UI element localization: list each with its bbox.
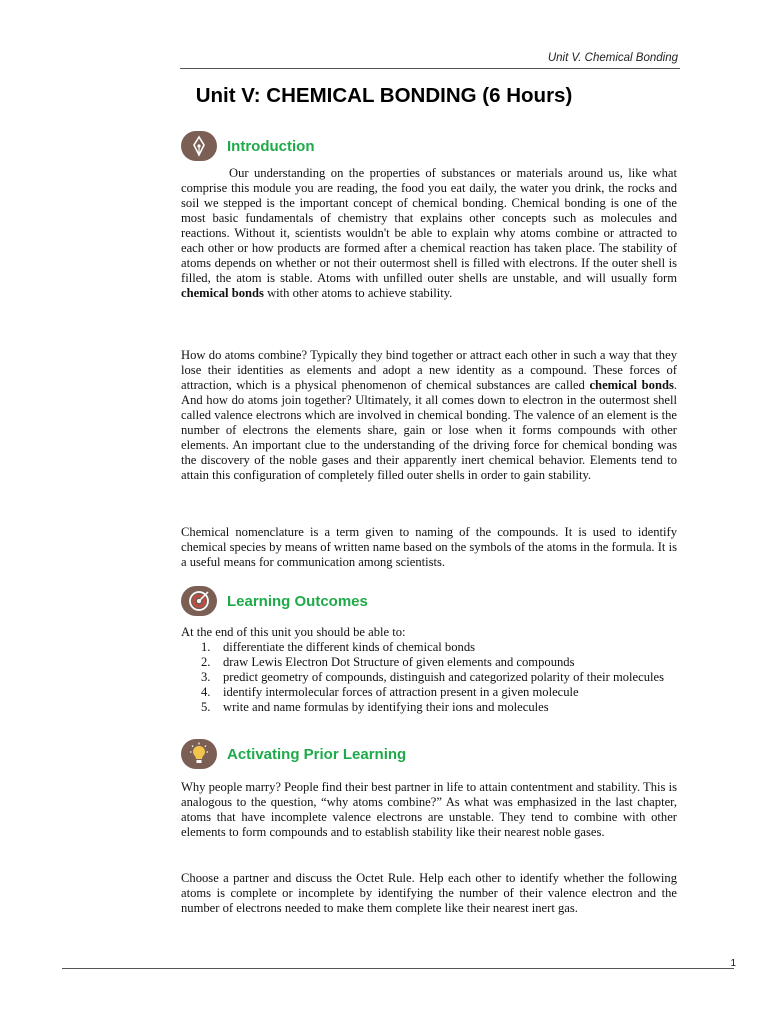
section-title: Activating Prior Learning [227, 745, 407, 763]
prior-paragraph-2: Choose a partner and discuss the Octet Rule. Help each other to identify whether the following atoms is complete or incomplete by identifying the number of their valence electron and the number of electrons needed to make them complete like their nearest inert gas. [181, 871, 677, 915]
page-title: Unit V: CHEMICAL BONDING (6 Hours) [195, 84, 573, 107]
section-title: Introduction [227, 137, 315, 155]
intro-paragraph-1: Our understanding on the properties of substances or materials around us, like what comprise this module you are reading, the food you eat daily, the water you drink, the rocks and soil we stepped is the important concept of chemical bonding. Chemical bonding is one of the most basic fundamentals of chemistry that explains other concepts such as molecules and reactions. Without it, scientists wouldn't be able to explain why atoms combine or attracted to each other or how products are formed after a chemical reaction has taken place. The stability of atoms depends on whether or not their outermost shell is filled with electrons. If the outer shell is filled, the atom is stable. Atoms with unfilled outer shells are unstable, and will usually form chemical bonds with other atoms to achieve stability. [181, 166, 677, 300]
target-icon [181, 586, 217, 616]
header-rule [180, 68, 680, 69]
bold-term: chemical bonds [589, 378, 674, 392]
list-item: 2. draw Lewis Electron Dot Structure of given elements and compounds [201, 655, 575, 669]
section-prior-heading [181, 739, 406, 769]
section-introduction-heading [181, 131, 314, 161]
running-header: Unit V. Chemical Bonding [547, 52, 678, 64]
outcomes-lead: At the end of this unit you should be able to: [181, 625, 406, 639]
list-item: 1. differentiate the different kinds of chemical bonds [201, 640, 476, 654]
section-outcomes-heading [181, 586, 368, 616]
section-title: Learning Outcomes [227, 592, 368, 610]
prior-paragraph-1: Why people marry? People find their best partner in life to attain contentment and stability. This is analogous to the question, “why atoms combine?” As what was emphasized in the last chapter, atoms that have incomplete valence electrons are unstable. They tend to combine with other elements to form compounds and to establish stability like their nearest noble gases. [181, 780, 677, 839]
pen-nib-icon [181, 131, 217, 161]
list-item: 3. predict geometry of compounds, distinguish and categorized polarity of their molecules [201, 670, 665, 684]
intro-paragraph-2: How do atoms combine? Typically they bind together or attract each other in such a way that they lose their identities as elements and adopt a new identity as a compound. These forces of attraction, which is a physical phenomenon of chemical substances are called chemical bonds. And how do atoms join together? Ultimately, it all comes down to electron in the outermost shell called valence electrons which are involved in chemical bonding. The valence of an element is the number of electrons the elements share, gain or lose when it forms compounds with other elements. An important clue to the understanding of the driving force for chemical bonding was the discovery of the noble gases and their apparently inert chemical behavior. Elements tend to attain this configuration of completely filled outer shells in order to gain stability. [181, 348, 678, 482]
page-number: 1 [730, 958, 736, 969]
intro-paragraph-3: Chemical nomenclature is a term given to naming of the compounds. It is used to identify chemical species by means of written name based on the symbols of the atoms in the formula. It is a useful means for communication among scientists. [181, 525, 677, 569]
bold-term: chemical bonds [181, 286, 264, 300]
list-item: 4. identify intermolecular forces of attraction present in a given molecule [201, 685, 579, 699]
outcomes-list [181, 640, 677, 715]
footer-rule [62, 968, 734, 969]
lightbulb-icon [181, 739, 217, 769]
list-item: 5. write and name formulas by identifying their ions and molecules [201, 700, 549, 714]
